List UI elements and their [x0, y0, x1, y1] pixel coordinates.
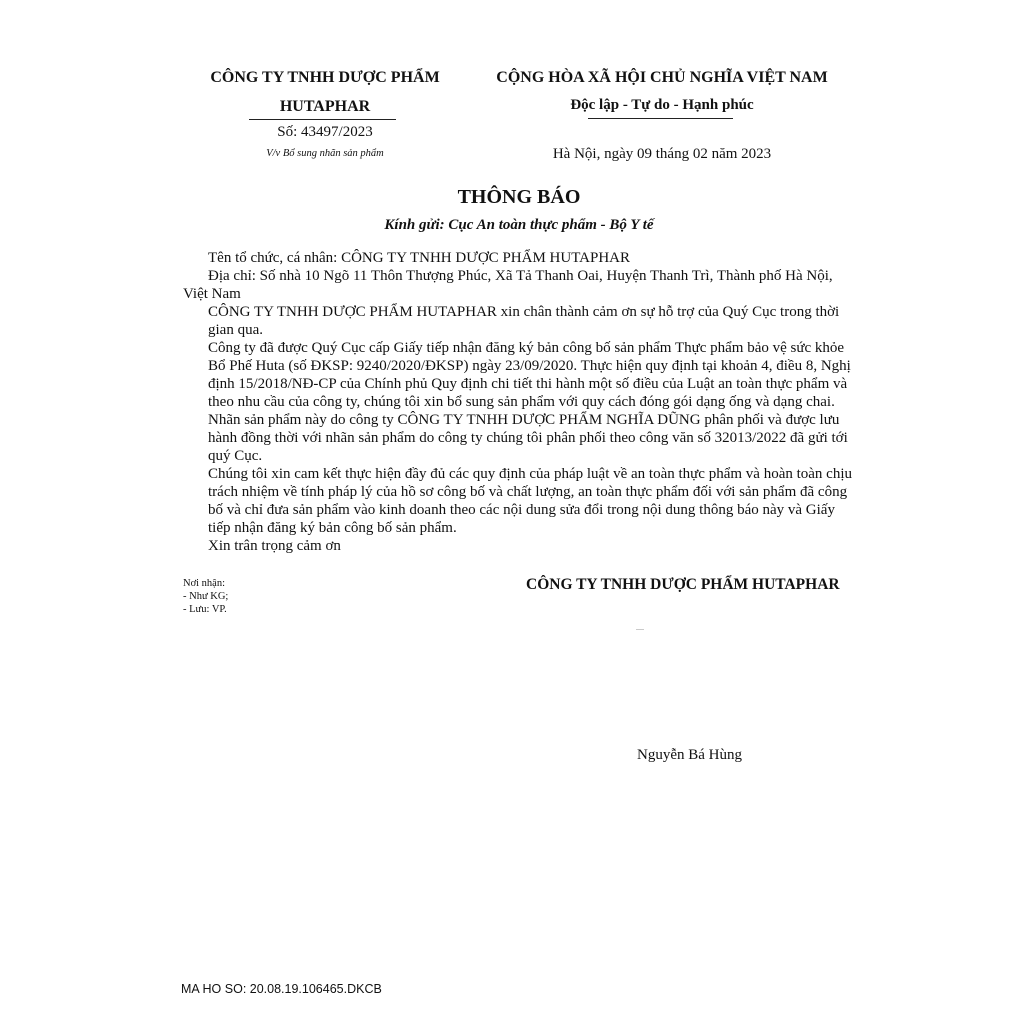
- body-paragraph-1: CÔNG TY TNHH DƯỢC PHẨM HUTAPHAR xin chân thành cảm ơn sự hỗ trợ của Quý Cục trong thời gian qua.: [208, 304, 840, 338]
- document-number: Số: 43497/2023: [277, 124, 373, 140]
- recipients-block: [183, 577, 228, 616]
- recipient-item: - Lưu: VP.: [183, 604, 227, 615]
- national-motto: Độc lập - Tự do - Hạnh phúc: [570, 97, 754, 113]
- document-body: [183, 249, 855, 555]
- closing-line: Xin trân trọng cảm ơn: [208, 538, 341, 554]
- body-paragraph-2: Công ty đã được Quý Cục cấp Giấy tiếp nhận đăng ký bản công bố sản phẩm Thực phẩm bảo vệ sức khỏe Bổ Phế Huta (số ĐKSP: 9240/2020/ĐKSP) ngày 23/09/2020. Thực hiện quy định tại khoản 4, điều 8, Nghị định 15/2018/NĐ-CP của Chính phủ Quy định chi tiết thi hành một số điều của Luật an toàn thực phẩm và theo nhu cầu của công ty, chúng tôi xin bổ sung sản phẩm với quy cách đóng gói dạng ống và dạng chai. Nhãn sản phẩm này do công ty CÔNG TY TNHH DƯỢC PHẨM NGHĨA DŨNG phân phối và được lưu hành đồng thời với nhãn sản phẩm do công ty chúng tôi phân phối theo công văn số 32013/2022 đã gửi tới quý Cục.: [208, 340, 851, 464]
- company-underline: [249, 119, 396, 120]
- signature-company: CÔNG TY TNHH DƯỢC PHẨM HUTAPHAR: [526, 576, 840, 593]
- place-date: Hà Nội, ngày 09 tháng 02 năm 2023: [552, 146, 772, 162]
- org-address: Địa chỉ: Số nhà 10 Ngõ 11 Thôn Thượng Phúc, Xã Tả Thanh Oai, Huyện Thanh Trì, Thành phố Hà Nội, Việt Nam: [183, 268, 833, 302]
- motto-underline: [588, 118, 733, 119]
- body-paragraph-3: Chúng tôi xin cam kết thực hiện đầy đủ các quy định của pháp luật về an toàn thực phẩm và hoàn toàn chịu trách nhiệm về tính pháp lý của hồ sơ công bố và chất lượng, an toàn thực phẩm đối với sản phẩm đã công bố và chỉ đưa sản phẩm vào kinh doanh theo các nội dung sửa đổi trong nội dung thông báo này và Giấy tiếp nhận đăng ký bản công bố sản phẩm.: [208, 466, 852, 536]
- recipient-item: - Như KG;: [183, 591, 229, 602]
- recipients-label: Nơi nhận:: [183, 578, 226, 589]
- recipient-line: Kính gửi: Cục An toàn thực phẩm - Bộ Y tế: [384, 217, 654, 233]
- nation-title: CỘNG HÒA XÃ HỘI CHỦ NGHĨA VIỆT NAM: [496, 69, 828, 86]
- footer-record-code: MA HO SO: 20.08.19.106465.DKCB: [181, 982, 382, 996]
- company-name-line2: HUTAPHAR: [279, 98, 371, 115]
- page-title: THÔNG BÁO: [457, 186, 581, 208]
- signer-name: Nguyễn Bá Hùng: [637, 747, 742, 763]
- document-subject: V/v Bổ sung nhãn sản phẩm: [266, 148, 384, 159]
- signature-mark: ....: [636, 623, 644, 632]
- company-name-line1: CÔNG TY TNHH DƯỢC PHẨM: [210, 69, 440, 86]
- org-name: Tên tổ chức, cá nhân: CÔNG TY TNHH DƯỢC PHẨM HUTAPHAR: [208, 250, 631, 266]
